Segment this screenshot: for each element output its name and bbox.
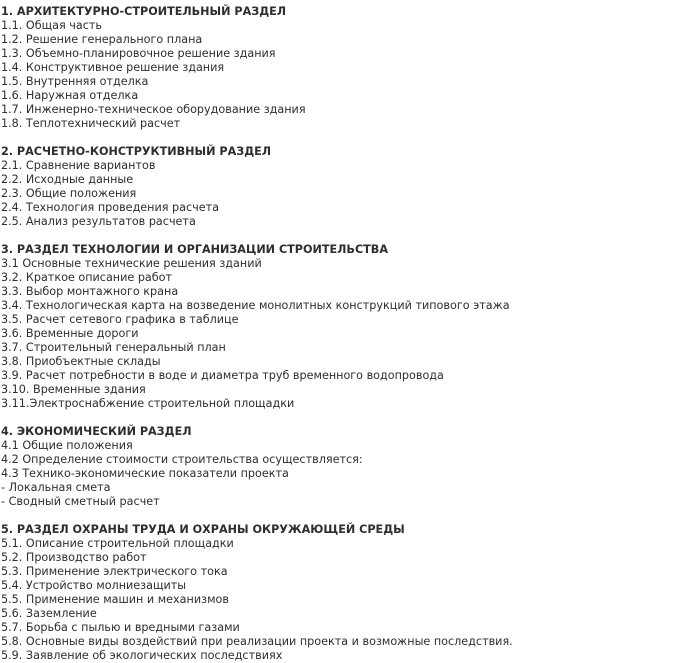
list-item: 1.5. Внутренняя отделка (1, 75, 149, 88)
list-item: 5.7. Борьба с пылью и вредными газами (1, 621, 240, 634)
list-item: 5.8. Основные виды воздействий при реализации проекта и возможные последствия. (1, 635, 513, 648)
list-item: 3.3. Выбор монтажного крана (1, 285, 179, 298)
section-architectural (1, 5, 700, 131)
list-item: 3.4. Технологическая карта на возведение монолитных конструкций типового этажа (1, 299, 510, 312)
list-item: 3.9. Расчет потребности в воде и диаметра труб временного водопровода (1, 369, 444, 382)
list-item: 5.4. Устройство молниезащиты (1, 579, 187, 592)
list-item: 4.2 Определение стоимости строительства осуществляется: (1, 453, 363, 466)
list-item: 1.4. Конструктивное решение здания (1, 61, 225, 74)
list-item: 5.2. Производство работ (1, 551, 147, 564)
section-technology (1, 243, 700, 411)
list-item: 2.2. Исходные данные (1, 173, 134, 186)
list-item: 5.1. Описание строительной площадки (1, 537, 234, 550)
section-title: 2. РАСЧЕТНО-КОНСТРУКТИВНЫЙ РАЗДЕЛ (1, 145, 272, 158)
list-item: 1.7. Инженерно-техническое оборудование здания (1, 103, 306, 116)
section-title: 4. ЭКОНОМИЧЕСКИЙ РАЗДЕЛ (1, 425, 192, 438)
list-item: 4.3 Технико-экономические показатели проекта (1, 467, 289, 480)
list-item: - Локальная смета (1, 481, 111, 494)
list-item: 2.4. Технология проведения расчета (1, 201, 220, 214)
section-title: 5. РАЗДЕЛ ОХРАНЫ ТРУДА И ОХРАНЫ ОКРУЖАЮЩЕЙ СРЕДЫ (1, 523, 405, 536)
list-item: - Сводный сметный расчет (1, 495, 160, 508)
section-safety (1, 523, 700, 663)
list-item: 3.8. Приобъектные склады (1, 355, 161, 368)
list-item: 1.8. Теплотехнический расчет (1, 117, 181, 130)
section-structural (1, 145, 700, 229)
section-economic (1, 425, 700, 509)
list-item: 5.9. Заявление об экологических последствиях (1, 649, 283, 662)
list-item: 3.11.Электроснабжение строительной площадки (1, 397, 295, 410)
list-item: 3.1 Основные технические решения зданий (1, 257, 262, 270)
list-item: 3.2. Краткое описание работ (1, 271, 173, 284)
list-item: 1.3. Объемно-планировочное решение здания (1, 47, 276, 60)
list-item: 1.1. Общая часть (1, 19, 103, 32)
list-item: 3.5. Расчет сетевого графика в таблице (1, 313, 239, 326)
list-item: 5.5. Применение машин и механизмов (1, 593, 229, 606)
list-item: 2.3. Общие положения (1, 187, 137, 200)
list-item: 3.10. Временные здания (1, 383, 146, 396)
list-item: 3.7. Строительный генеральный план (1, 341, 226, 354)
list-item: 4.1 Общие положения (1, 439, 133, 452)
list-item: 1.6. Наружная отделка (1, 89, 139, 102)
section-title: 3. РАЗДЕЛ ТЕХНОЛОГИИ И ОРГАНИЗАЦИИ СТРОИТЕЛЬСТВА (1, 243, 388, 256)
list-item: 5.6. Заземление (1, 607, 97, 620)
list-item: 2.5. Анализ результатов расчета (1, 215, 196, 228)
list-item: 3.6. Временные дороги (1, 327, 139, 340)
list-item: 5.3. Применение электрического тока (1, 565, 228, 578)
section-title: 1. АРХИТЕКТУРНО-СТРОИТЕЛЬНЫЙ РАЗДЕЛ (1, 5, 287, 18)
list-item: 1.2. Решение генерального плана (1, 33, 203, 46)
list-item: 2.1. Сравнение вариантов (1, 159, 156, 172)
